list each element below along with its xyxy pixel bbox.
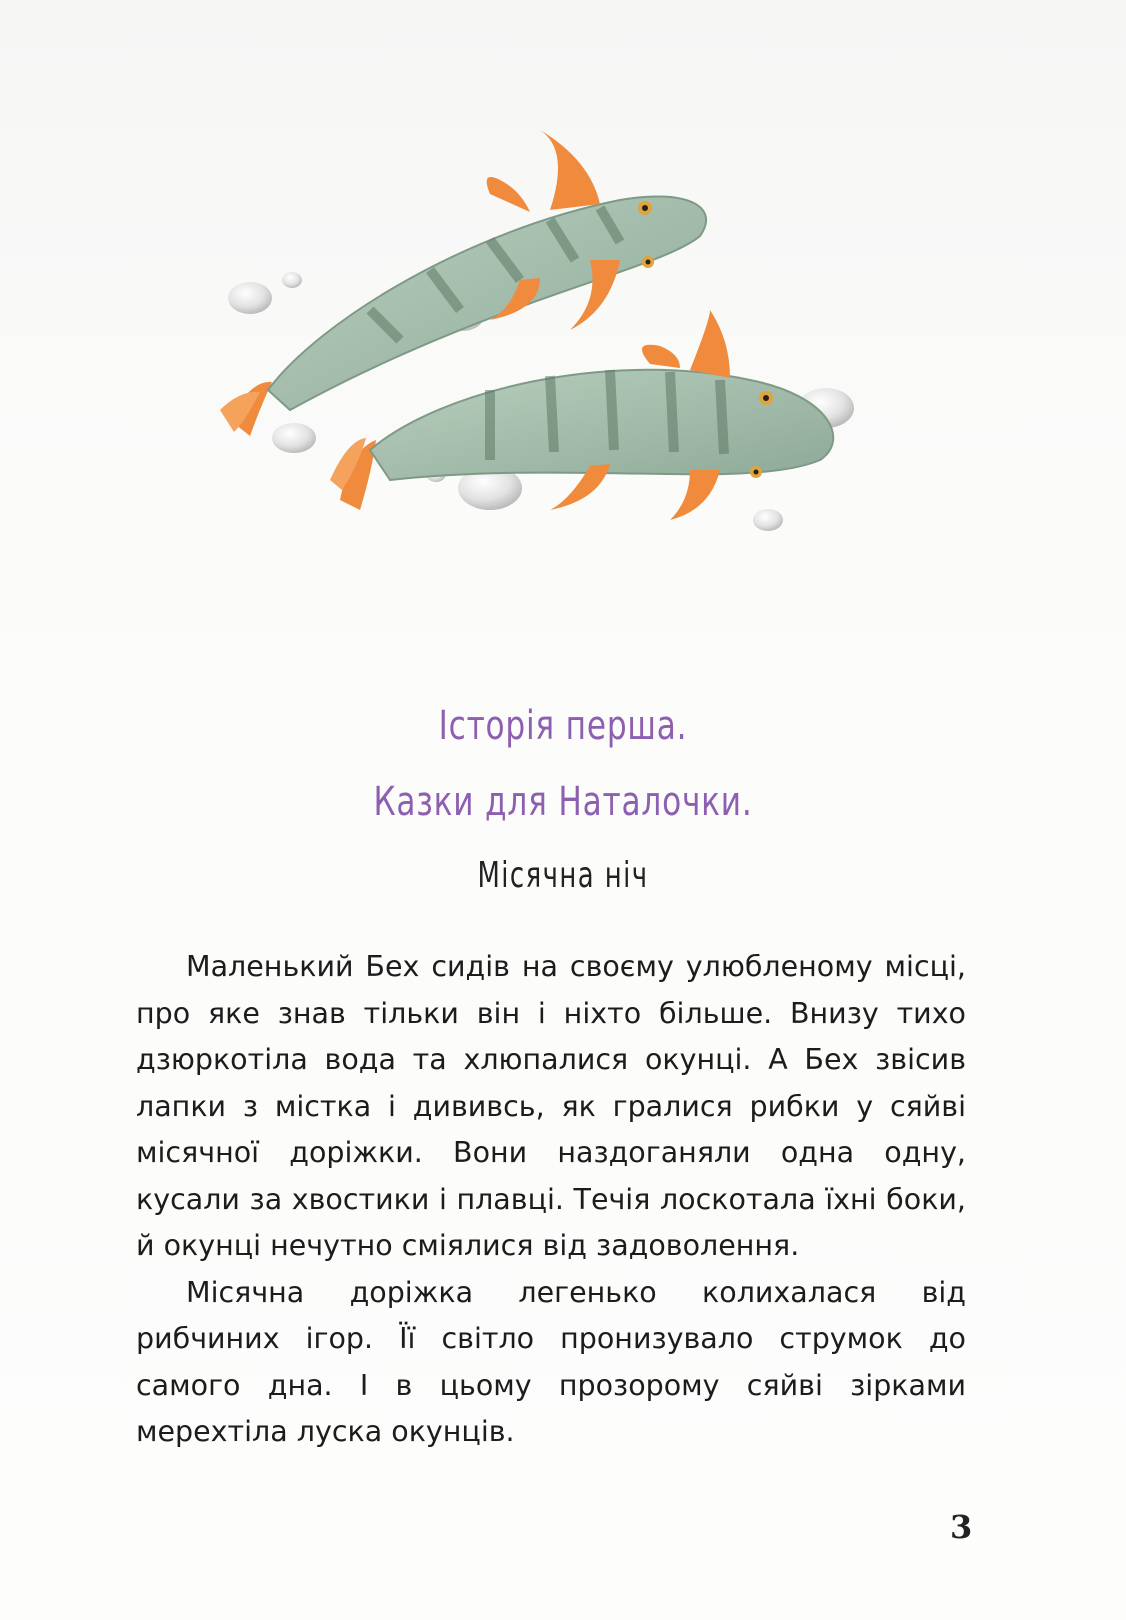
story-body bbox=[136, 944, 966, 1456]
paragraph-2: Місячна доріжка легенько колихалася від рибчиних ігор. Її світло пронизувало струмок до самого дна. І в цьому прозорому сяйві зірками мерехтіла луска окунців. bbox=[136, 1275, 966, 1448]
page-number: 3 bbox=[950, 1508, 973, 1546]
two-perch-fish-icon bbox=[190, 120, 910, 560]
book-title-heading: Казки для Наталочки. bbox=[373, 779, 753, 825]
chapter-title: Місячна ніч bbox=[477, 855, 649, 896]
paragraph-1: Маленький Бех сидів на своєму улюбленому місці, про яке знав тільки він і ніхто більше. Внизу тихо дзюркотіла вода та хлюпалися окунці. А Бех звісив лапки з містка і дививсь, як гралися рибки у сяйві місячної доріжки. Вони наздоганяли одна одну, кусали за хвостики і плавці. Течія лоскотала їхні боки, й окунці нечутно сміялися від задоволення. bbox=[136, 950, 966, 1262]
story-headings bbox=[0, 688, 1126, 912]
story-number-heading: Історія перша. bbox=[438, 703, 688, 749]
